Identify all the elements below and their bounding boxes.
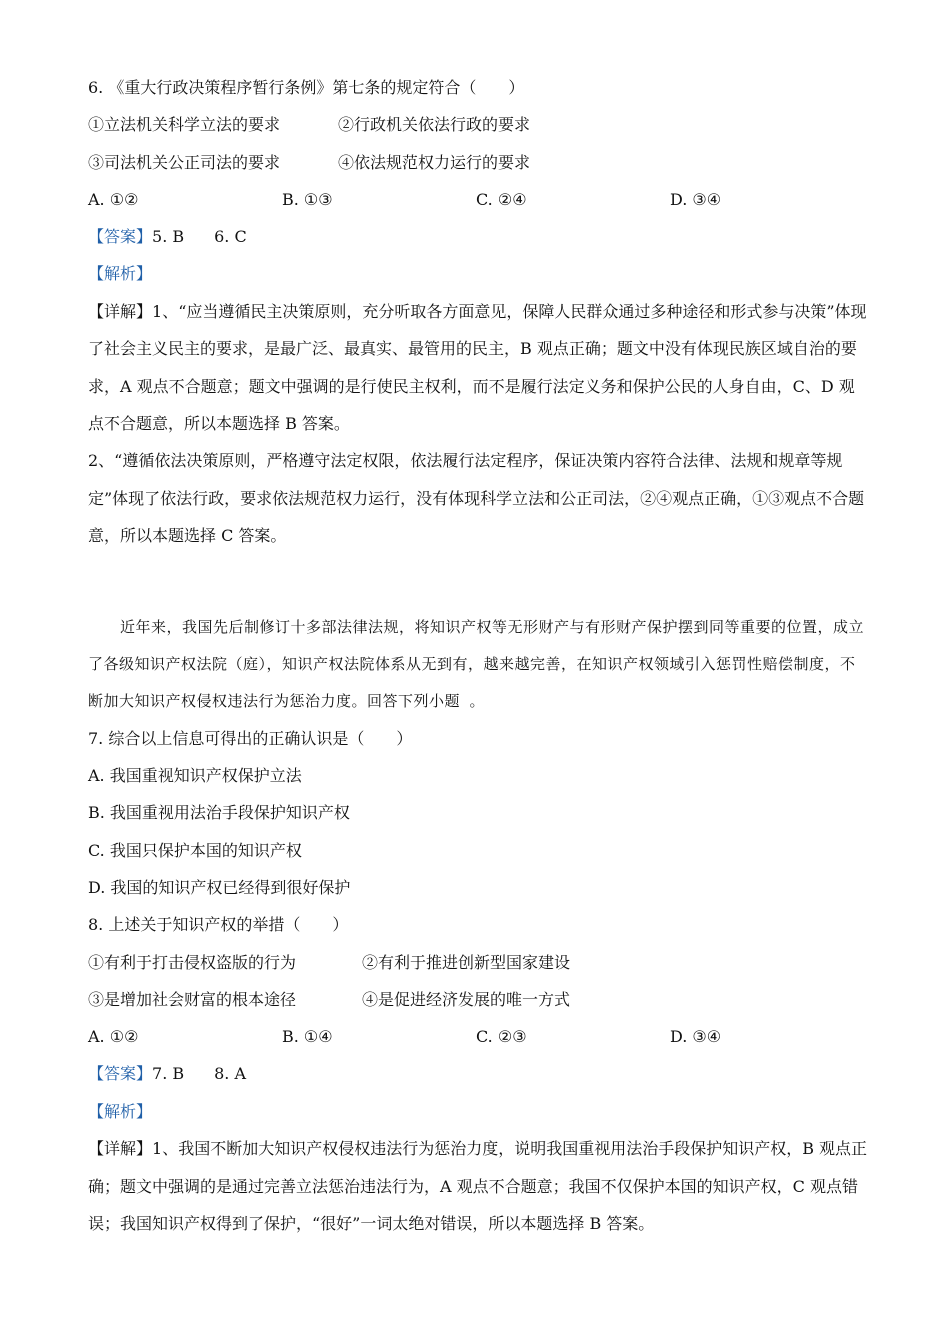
q8-options-row-1 (88, 953, 868, 973)
detail-7 (88, 1130, 868, 1242)
detail-tag: 【详解】 (88, 1139, 153, 1159)
q8-choices (88, 1027, 868, 1047)
q8-option-2: ②有利于推进创新型国家建设 (362, 952, 571, 972)
q7-choice-d: D. 我国的知识产权已经得到很好保护 (88, 877, 351, 897)
q6-choice-d: D. ③④ (670, 189, 722, 209)
q7-choice-c: C. 我国只保护本国的知识产权 (88, 840, 302, 860)
answer-8: 8. A (214, 1064, 247, 1084)
q8-option-3: ③是增加社会财富的根本途径 (88, 989, 297, 1009)
q6-options-row-2 (88, 153, 868, 173)
q8-options-row-2 (88, 990, 868, 1010)
document-page (88, 78, 868, 1251)
q6-stem: 6. 《重大行政决策程序暂行条例》第七条的规定符合（ ） (88, 78, 525, 97)
answer-7: 7. B (152, 1064, 185, 1084)
analysis-heading-5-6 (88, 264, 868, 284)
q6-choice-b: B. ①③ (282, 189, 333, 209)
q7-choice-a: A. 我国重视知识产权保护立法 (88, 766, 302, 786)
q8-option-4: ④是促进经济发展的唯一方式 (362, 989, 571, 1009)
q6-option-1: ①立法机关科学立法的要求 (88, 115, 281, 135)
q6-option-3: ③司法机关公正司法的要求 (88, 152, 281, 172)
q8-stem: 8. 上述关于知识产权的举措（ ） (88, 915, 349, 935)
detail-5-text: 1、“应当遵循民主决策原则，充分听取各方面意见，保障人民群众通过多种途径和形式参与决策”体现了社会主义民主的要求，是最广泛、最真实、最管用的民主，B 观点正确；题文中没有体现民族区域自治的要求，A 观点不合题意；题文中强调的是行使民主权利，而不是履行法定义务和保护公民的人身自由，C、D 观点不合题意，所以本题选择 B 答案。 (88, 302, 867, 434)
q8-choice-d: D. ③④ (670, 1027, 722, 1047)
detail-7-text: 1、我国不断加大知识产权侵权违法行为惩治力度，说明我国重视用法治手段保护知识产权，B 观点正确；题文中强调的是通过完善立法惩治违法行为，A 观点不合题意；我国不仅保护本国的知识产权，C 观点错误；我国知识产权得到了保护，“很好”一词太绝对错误，所以本题选择 B 答案。 (88, 1139, 868, 1234)
q8-choice-c: C. ②③ (476, 1027, 527, 1047)
q7-choice-b: B. 我国重视用法治手段保护知识产权 (88, 803, 350, 823)
q8-choice-b: B. ①④ (282, 1027, 333, 1047)
q6-option-2: ②行政机关依法行政的要求 (338, 115, 531, 135)
analysis-tag: 【解析】 (88, 264, 153, 284)
q6-option-4: ④依法规范权力运行的要求 (338, 152, 531, 172)
q7-stem: 7. 综合以上信息可得出的正确认识是（ ） (88, 728, 413, 748)
q6-choice-c: C. ②④ (476, 189, 527, 209)
q8-option-1: ①有利于打击侵权盗版的行为 (88, 952, 297, 972)
answer-tag: 【答案】 (88, 227, 153, 247)
detail-5 (88, 293, 868, 442)
answer-5-6 (88, 227, 868, 247)
answer-7-8 (88, 1064, 868, 1084)
q6-choice-a: A. ①② (88, 189, 139, 209)
answer-tag: 【答案】 (88, 1064, 153, 1084)
analysis-heading-7-8 (88, 1102, 868, 1122)
detail-tag: 【详解】 (88, 302, 153, 322)
material-passage: 近年来，我国先后制修订十多部法律法规，将知识产权等无形财产与有形财产保护摆到同等重要的位置，成立了各级知识产权法院（庭），知识产权法院体系从无到有，越来越完善，在知识产权领域引入惩罚性赔偿制度，不断加大知识产权侵权违法行为惩治力度。回答下列小题 。 (88, 617, 865, 711)
answer-6: 6. C (214, 227, 247, 247)
q6-choices (88, 190, 868, 210)
q8-choice-a: A. ①② (88, 1027, 139, 1047)
detail-6: 2、“遵循依法决策原则，严格遵守法定权限，依法履行法定程序，保证决策内容符合法律、法规和规章等规定”体现了依法行政，要求依法规范权力运行，没有体现科学立法和公正司法，②④观点正确，①③观点不合题意，所以本题选择 C 答案。 (88, 451, 865, 545)
answer-5: 5. B (152, 227, 185, 247)
analysis-tag: 【解析】 (88, 1101, 153, 1121)
q6-options-row-1 (88, 115, 868, 135)
